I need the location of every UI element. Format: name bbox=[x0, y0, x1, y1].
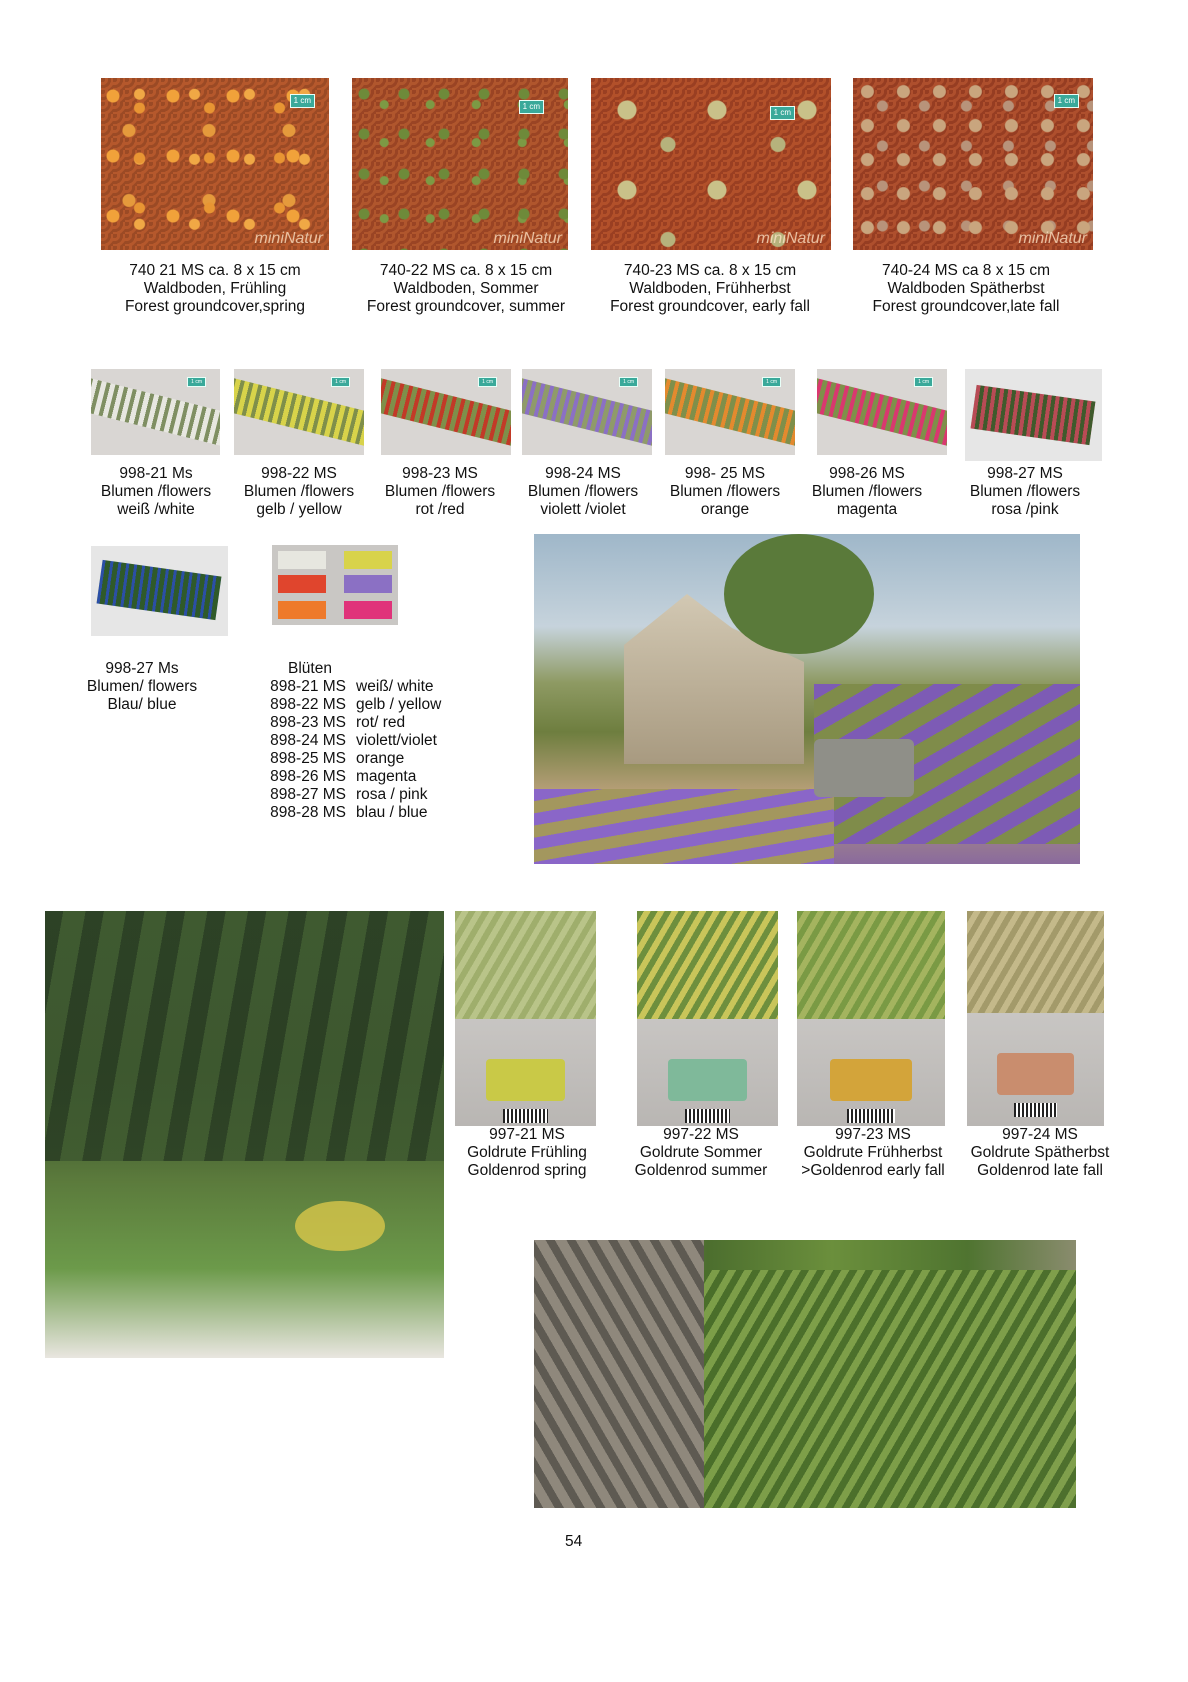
product-name: Blumen /flowers bbox=[669, 483, 781, 500]
photo-groundcover-summer bbox=[352, 78, 568, 250]
brand-logo: miniNatur bbox=[493, 230, 562, 247]
brand-logo: miniNatur bbox=[1018, 230, 1087, 247]
product-code: 998-22 MS bbox=[261, 465, 337, 482]
photo-groundcover-early-fall bbox=[591, 78, 831, 250]
caption-groundcover-summer bbox=[356, 262, 576, 316]
photo-flowers-violet bbox=[522, 369, 652, 455]
product-code: 998-23 MS bbox=[402, 465, 478, 482]
caption-flowers-orange bbox=[655, 465, 795, 519]
caption-groundcover-early-fall bbox=[600, 262, 820, 316]
blossoms-title: Blüten bbox=[288, 660, 332, 677]
photo-blossoms-swatches bbox=[272, 545, 398, 625]
product-color: weiß /white bbox=[117, 501, 195, 518]
photo-flowers-blue bbox=[91, 546, 228, 636]
product-name-de: Waldboden, Frühling bbox=[143, 280, 287, 297]
product-name: Blumen /flowers bbox=[384, 483, 496, 500]
photo-goldenrod-summer bbox=[637, 911, 778, 1126]
product-name-en: Goldenrod summer bbox=[634, 1162, 768, 1179]
photo-flowers-white bbox=[91, 369, 220, 455]
caption-goldenrod-early-fall bbox=[793, 1126, 953, 1180]
photo-forest-diorama bbox=[45, 911, 444, 1358]
product-color: magenta bbox=[836, 501, 898, 518]
product-code: 740-23 MS ca. 8 x 15 cm bbox=[623, 262, 797, 279]
scale-tag: 1 cm bbox=[187, 377, 206, 387]
product-name: Blumen/ flowers bbox=[86, 678, 198, 695]
product-name: Blumen /flowers bbox=[527, 483, 639, 500]
scale-tag: 1 cm bbox=[478, 377, 497, 387]
product-name-de: Waldboden, Sommer bbox=[393, 280, 539, 297]
caption-flowers-white bbox=[86, 465, 226, 519]
photo-flowers-red bbox=[381, 369, 511, 455]
product-name-en: Forest groundcover,late fall bbox=[872, 298, 1060, 315]
caption-flowers-magenta bbox=[797, 465, 937, 519]
product-code: 998-27 Ms bbox=[105, 660, 179, 677]
scale-tag: 1 cm bbox=[619, 377, 638, 387]
product-name-de: Goldrute Frühling bbox=[467, 1144, 587, 1161]
photo-flowers-magenta bbox=[817, 369, 947, 455]
caption-goldenrod-late-fall bbox=[965, 1126, 1115, 1180]
photo-rock-goldenrod-diorama bbox=[534, 1240, 1076, 1508]
product-name: Blumen /flowers bbox=[811, 483, 923, 500]
caption-flowers-blue bbox=[72, 660, 212, 714]
list-item: 898-25 MS orange bbox=[270, 750, 405, 767]
scale-tag: 1 cm bbox=[770, 106, 795, 120]
photo-groundcover-late-fall bbox=[853, 78, 1093, 250]
list-item: 898-26 MS magenta bbox=[270, 768, 417, 785]
product-name-de: Goldrute Spätherbst bbox=[970, 1144, 1110, 1161]
product-name-en: Goldenrod late fall bbox=[977, 1162, 1103, 1179]
list-item: 898-23 MS rot/ red bbox=[270, 714, 406, 731]
product-code: 997-21 MS bbox=[489, 1126, 565, 1143]
caption-groundcover-late-fall bbox=[856, 262, 1076, 316]
page-number: 54 bbox=[565, 1533, 583, 1550]
photo-lavender-diorama bbox=[534, 534, 1080, 864]
scale-tag: 1 cm bbox=[519, 100, 544, 114]
product-code: 740-22 MS ca. 8 x 15 cm bbox=[379, 262, 553, 279]
product-code: 998-26 MS bbox=[829, 465, 905, 482]
list-item: 898-22 MS gelb / yellow bbox=[270, 696, 442, 713]
product-name-de: Waldboden, Frühherbst bbox=[629, 280, 791, 297]
blossoms-list bbox=[258, 660, 441, 822]
product-code: 998-27 MS bbox=[987, 465, 1063, 482]
product-code: 997-24 MS bbox=[1002, 1126, 1078, 1143]
product-name-en: Forest groundcover,spring bbox=[124, 298, 306, 315]
photo-groundcover-spring bbox=[101, 78, 329, 250]
product-code: 998-21 Ms bbox=[119, 465, 193, 482]
product-code: 997-23 MS bbox=[835, 1126, 911, 1143]
photo-goldenrod-early-fall bbox=[797, 911, 945, 1126]
caption-groundcover-spring bbox=[100, 262, 330, 316]
caption-flowers-violet bbox=[513, 465, 653, 519]
product-color: Blau/ blue bbox=[107, 696, 177, 713]
list-item: 898-28 MS blau / blue bbox=[270, 804, 428, 821]
photo-goldenrod-late-fall bbox=[967, 911, 1104, 1126]
product-name: Blumen /flowers bbox=[243, 483, 355, 500]
list-item: 898-27 MS rosa / pink bbox=[270, 786, 428, 803]
product-color: violett /violet bbox=[540, 501, 626, 518]
product-name-de: Goldrute Sommer bbox=[639, 1144, 763, 1161]
product-code: 740-24 MS ca 8 x 15 cm bbox=[882, 262, 1050, 279]
product-name-en: Forest groundcover, early fall bbox=[610, 298, 810, 315]
product-name-en: >Goldenrod early fall bbox=[801, 1162, 945, 1179]
scale-tag: 1 cm bbox=[1054, 94, 1079, 108]
photo-flowers-pink bbox=[965, 369, 1102, 461]
list-item: 898-24 MS violett/violet bbox=[270, 732, 437, 749]
brand-logo: miniNatur bbox=[254, 230, 323, 247]
product-code: 997-22 MS bbox=[663, 1126, 739, 1143]
product-name: Blumen /flowers bbox=[100, 483, 212, 500]
product-color: rosa /pink bbox=[991, 501, 1059, 518]
product-name-en: Forest groundcover, summer bbox=[366, 298, 566, 315]
scale-tag: 1 cm bbox=[290, 94, 315, 108]
photo-goldenrod-spring bbox=[455, 911, 596, 1126]
caption-goldenrod-summer bbox=[625, 1126, 777, 1180]
product-code: 998- 25 MS bbox=[684, 465, 766, 482]
caption-flowers-yellow bbox=[229, 465, 369, 519]
photo-flowers-yellow bbox=[234, 369, 364, 455]
scale-tag: 1 cm bbox=[331, 377, 350, 387]
scale-tag: 1 cm bbox=[762, 377, 781, 387]
caption-flowers-pink bbox=[955, 465, 1095, 519]
scale-tag: 1 cm bbox=[914, 377, 933, 387]
product-name: Blumen /flowers bbox=[969, 483, 1081, 500]
product-code: 740 21 MS ca. 8 x 15 cm bbox=[129, 262, 301, 279]
list-item: 898-21 MS weiß/ white bbox=[270, 678, 434, 695]
product-name-en: Goldenrod spring bbox=[467, 1162, 587, 1179]
product-code: 998-24 MS bbox=[545, 465, 621, 482]
product-color: orange bbox=[700, 501, 750, 518]
brand-logo: miniNatur bbox=[756, 230, 825, 247]
product-color: gelb / yellow bbox=[256, 501, 342, 518]
product-color: rot /red bbox=[415, 501, 465, 518]
product-name-de: Waldboden Spätherbst bbox=[887, 280, 1045, 297]
caption-flowers-red bbox=[370, 465, 510, 519]
caption-goldenrod-spring bbox=[452, 1126, 602, 1180]
photo-flowers-orange bbox=[665, 369, 795, 455]
product-name-de: Goldrute Frühherbst bbox=[803, 1144, 943, 1161]
